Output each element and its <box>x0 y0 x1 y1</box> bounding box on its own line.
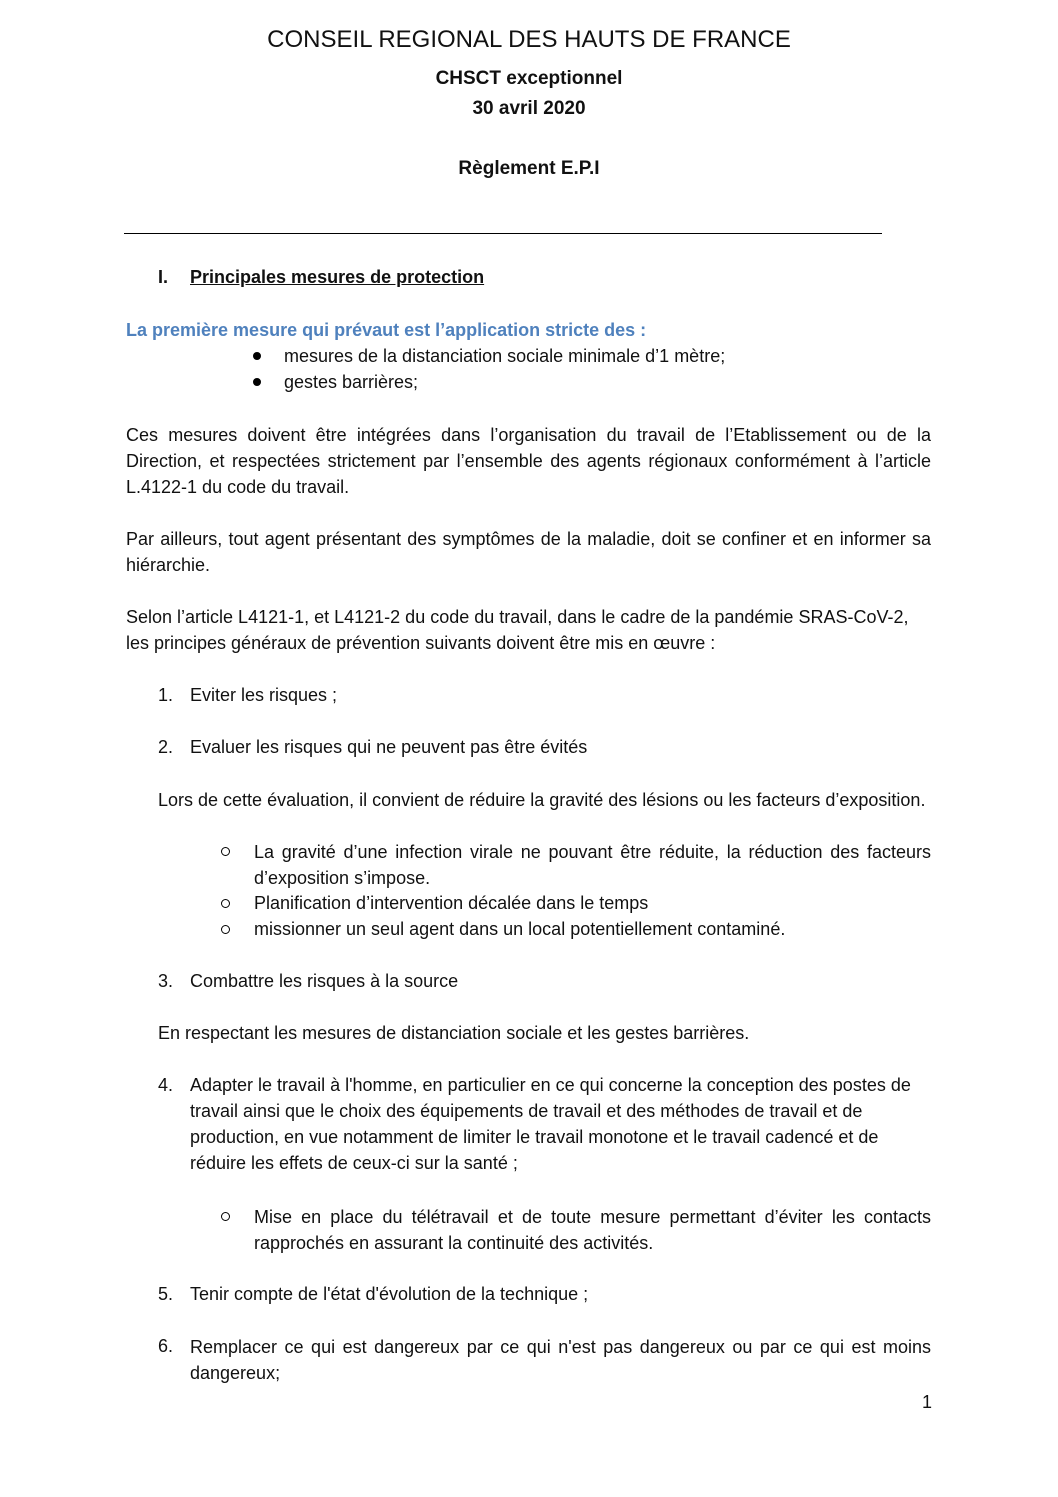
list-number: 6. <box>158 1336 174 1356</box>
list-number: 4. <box>158 1075 174 1095</box>
circle-bullet-icon <box>221 847 230 856</box>
circle-bullet-icon <box>221 899 230 908</box>
paragraph: Ces mesures doivent être intégrées dans l’organisation du travail de l’Etablissement ou de la Direction, et respectées strictement par l’ensemble des agents régionaux conformément à l’article L.4122-1 du code du travail. <box>126 425 931 497</box>
document-title: Règlement E.P.I <box>458 158 600 179</box>
section-numeral: I. <box>158 267 169 287</box>
section-title: Principales mesures de protection <box>190 267 485 287</box>
list-item: Evaluer les risques qui ne peuvent pas être évités <box>190 737 588 757</box>
title-divider <box>124 233 882 234</box>
page-number: 1 <box>922 1392 933 1412</box>
organization-heading: CONSEIL REGIONAL DES HAUTS DE FRANCE <box>267 26 791 53</box>
list-item: Eviter les risques ; <box>190 685 338 705</box>
lead-sentence: La première mesure qui prévaut est l’application stricte des : <box>126 320 647 340</box>
bullet-icon <box>253 352 261 360</box>
bullet-icon <box>253 378 261 386</box>
list-item: Remplacer ce qui est dangereux par ce qui n'est pas dangereux ou par ce qui est moins dangereux; <box>190 1337 931 1383</box>
list-number: 1. <box>158 685 174 705</box>
sub-item: Mise en place du télétravail et de toute mesure permettant d’éviter les contacts rapprochés en assurant la continuité des activités. <box>254 1207 931 1253</box>
bullet-item: mesures de la distanciation sociale minimale d’1 mètre; <box>284 346 726 366</box>
list-item: Tenir compte de l'état d'évolution de la technique ; <box>190 1284 589 1304</box>
sub-item: missionner un seul agent dans un local potentiellement contaminé. <box>254 919 786 939</box>
list-item: Adapter le travail à l'homme, en particulier en ce qui concerne la conception des postes de travail ainsi que le choix des équipements de travail et des méthodes de travail et de production, en vue notamment de limiter le travail monotone et le travail cadencé et de réduire les effets de ceux-ci sur la santé ; <box>190 1075 911 1173</box>
sub-item: Planification d’intervention décalée dans le temps <box>254 893 649 913</box>
meeting-title: CHSCT exceptionnel <box>435 68 623 89</box>
circle-bullet-icon <box>221 1212 230 1221</box>
meeting-date: 30 avril 2020 <box>472 98 586 119</box>
paragraph: Selon l’article L4121-1, et L4121-2 du code du travail, dans le cadre de la pandémie SRAS-CoV-2, les principes généraux de prévention suivants doivent être mis en œuvre : <box>126 607 909 653</box>
list-number: 2. <box>158 737 174 757</box>
bullet-item: gestes barrières; <box>284 372 419 392</box>
circle-bullet-icon <box>221 925 230 934</box>
list-number: 3. <box>158 971 174 991</box>
list-item: Combattre les risques à la source <box>190 971 459 991</box>
list-number: 5. <box>158 1284 174 1304</box>
paragraph: Lors de cette évaluation, il convient de réduire la gravité des lésions ou les facteurs d’exposition. <box>158 790 926 810</box>
paragraph: Par ailleurs, tout agent présentant des symptômes de la maladie, doit se confiner et en informer sa hiérarchie. <box>126 529 931 575</box>
paragraph: En respectant les mesures de distanciation sociale et les gestes barrières. <box>158 1023 750 1043</box>
sub-item: La gravité d’une infection virale ne pouvant être réduite, la réduction des facteurs d’exposition s’impose. <box>254 842 931 888</box>
